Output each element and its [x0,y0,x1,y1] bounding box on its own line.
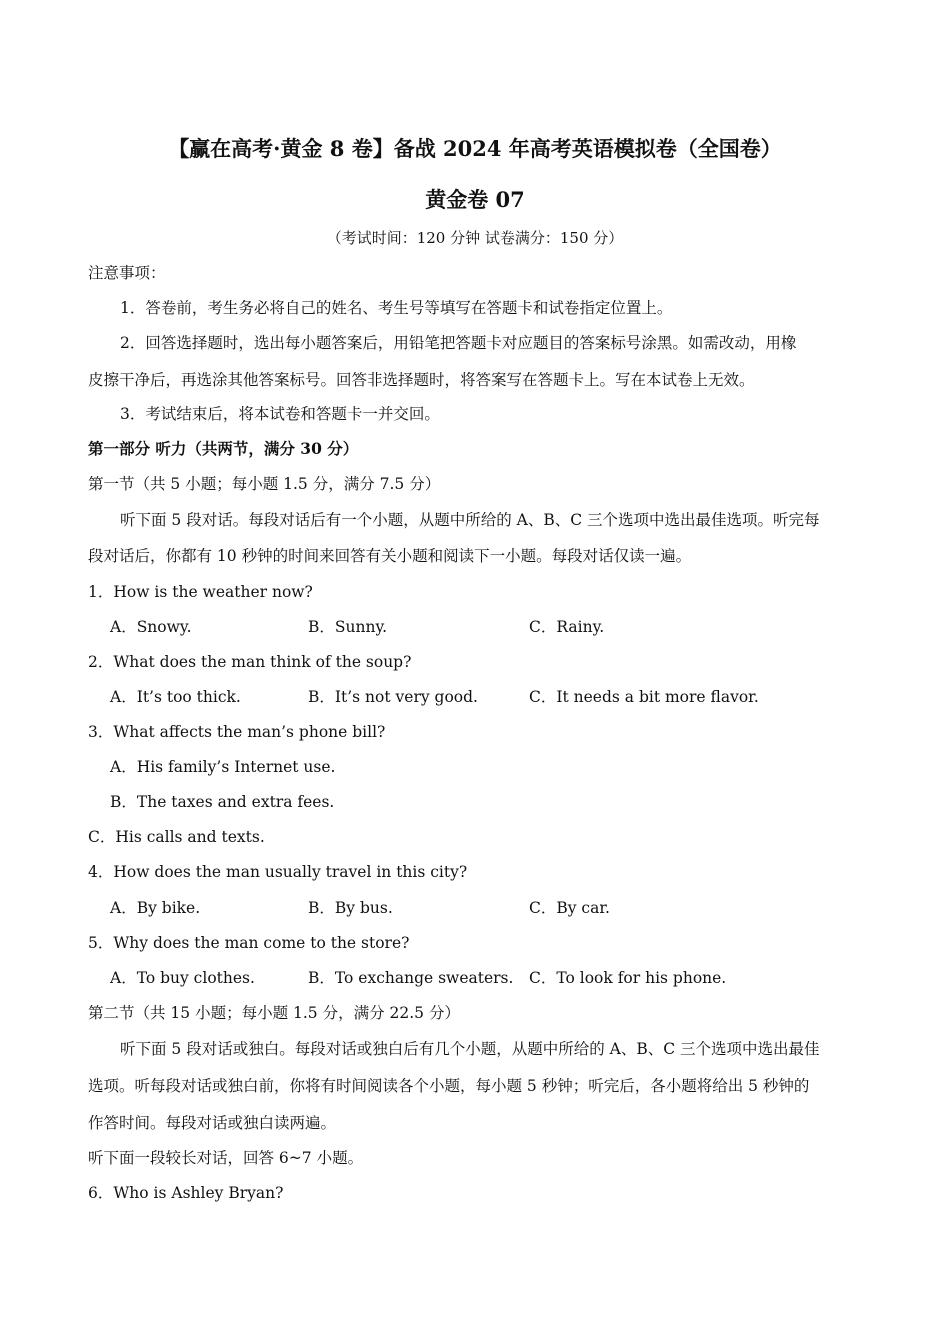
question-4-option-c: C．By car. [529,899,610,917]
notice-item-1: 1．答卷前，考生务必将自己的姓名、考生号等填写在答题卡和试卷指定位置上。 [120,299,673,317]
question-5-option-a: A．To buy clothes. [110,969,255,987]
question-5-stem: 5．Why does the man come to the store? [88,934,410,952]
question-2-option-b: B．It’s not very good. [308,688,478,706]
section2-instruction-line-3: 作答时间。每段对话或独白读两遍。 [88,1114,337,1132]
question-3-option-c: C．His calls and texts. [88,828,265,846]
question-4-option-a: A．By bike. [110,899,201,917]
passage-intro: 听下面一段较长对话，回答 6~7 小题。 [88,1149,364,1167]
part1-heading: 第一部分 听力（共两节，满分 30 分） [88,439,359,458]
notice-item-3: 3．考试结束后，将本试卷和答题卡一并交回。 [120,405,440,423]
section1-heading: 第一节（共 5 小题；每小题 1.5 分，满分 7.5 分） [88,475,441,493]
question-3-stem: 3．What affects the man’s phone bill? [88,723,386,741]
exam-title: 【赢在高考·黄金 8 卷】备战 2024 年高考英语模拟卷（全国卷） [168,136,782,161]
question-3-option-a: A．His family’s Internet use. [110,758,336,776]
notice-heading: 注意事项： [88,264,166,282]
section2-heading: 第二节（共 15 小题；每小题 1.5 分，满分 22.5 分） [88,1004,460,1022]
question-1-stem: 1．How is the weather now? [88,583,313,601]
paper-subtitle: 黄金卷 07 [425,187,525,212]
question-2-option-c: C．It needs a bit more flavor. [529,688,759,706]
section1-instruction-line-1: 听下面 5 段对话。每段对话后有一个小题，从题中所给的 A、B、C 三个选项中选出最佳选项。听完每 [120,511,820,529]
question-1-option-b: B．Sunny. [308,618,388,636]
section2-instruction-line-2: 选项。听每段对话或独白前，你将有时间阅读各个小题，每小题 5 秒钟；听完后，各小题将给出 5 秒钟的 [88,1077,810,1095]
exam-info: （考试时间：120 分钟 试卷满分：150 分） [326,229,624,247]
notice-item-2-line-1: 2．回答选择题时，选出每小题答案后，用铅笔把答题卡对应题目的答案标号涂黑。如需改动，用橡 [120,334,797,352]
question-4-option-b: B．By bus. [308,899,393,917]
question-5-option-c: C．To look for his phone. [529,969,727,987]
question-1-option-a: A．Snowy. [110,618,192,636]
question-6-stem: 6．Who is Ashley Bryan? [88,1184,284,1202]
question-1-option-c: C．Rainy. [529,618,605,636]
question-3-option-b: B．The taxes and extra fees. [110,793,335,811]
question-5-option-b: B．To exchange sweaters. [308,969,514,987]
question-4-stem: 4．How does the man usually travel in this city? [88,863,468,881]
section1-instruction-line-2: 段对话后，你都有 10 秒钟的时间来回答有关小题和阅读下一小题。每段对话仅读一遍。 [88,547,692,565]
question-2-option-a: A．It’s too thick. [110,688,241,706]
section2-instruction-line-1: 听下面 5 段对话或独白。每段对话或独白后有几个小题，从题中所给的 A、B、C 三个选项中选出最佳 [120,1040,820,1058]
question-2-stem: 2．What does the man think of the soup? [88,653,412,671]
notice-item-2-line-2: 皮擦干净后，再选涂其他答案标号。回答非选择题时，将答案写在答题卡上。写在本试卷上无效。 [88,371,755,389]
